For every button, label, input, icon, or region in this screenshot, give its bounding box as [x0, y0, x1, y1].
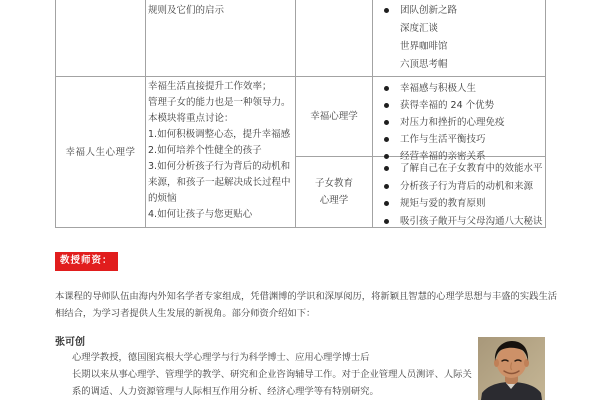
bio-line: 长期以来从事心理学、管理学的教学、研究和企业咨询辅导工作。对于企业管理人员测评、人际关 — [72, 369, 472, 380]
prev-module-desc-tail: 规则及它们的启示 — [148, 5, 225, 16]
topic-item — [384, 19, 544, 37]
bullet-icon — [384, 184, 389, 189]
professor-photo — [478, 337, 545, 400]
topic-item — [384, 160, 544, 178]
desc-line: 管理子女的能力也是一种领导力。 — [148, 97, 291, 108]
topic-label: 幸福感与积极人生 — [400, 83, 477, 94]
bullet-icon — [384, 154, 389, 159]
professor-bio — [72, 349, 472, 400]
professor-name: 张可创 — [55, 337, 85, 348]
bullet-icon — [384, 201, 389, 206]
table-border — [545, 0, 546, 228]
desc-line: 4.如何让孩子与您更贴心 — [148, 209, 253, 220]
topic-label: 获得幸福的 24 个优势 — [400, 100, 495, 111]
topic-label: 分析孩子行为背后的动机和来源 — [400, 180, 534, 192]
topic-item — [384, 213, 544, 231]
intro-line: 本课程的导师队伍由海内外知名学者专家组成，凭借渊博的学识和深厚阅历，将新颖且智慧的心理学思想与丰盛的实践生活 — [55, 291, 558, 302]
desc-line: 1.如何积极调整心态，提升幸福感 — [148, 129, 291, 140]
desc-line: 幸福生活直接提升工作效率； — [148, 81, 272, 92]
topic-label: 六顶思考帽 — [400, 58, 448, 70]
subcourse2-name-line: 心理学 — [319, 195, 349, 206]
bullet-icon — [384, 8, 389, 13]
table-border — [372, 0, 373, 228]
bullet-icon — [384, 166, 389, 171]
module-desc-cell — [148, 79, 294, 223]
topic-label: 工作与生活平衡技巧 — [400, 134, 486, 145]
prev-module-topic-list — [384, 1, 544, 73]
bio-line: 系的调适、人力资源管理与人际相互作用分析、经济心理学等有特别研究。 — [72, 386, 379, 397]
bullet-icon — [384, 86, 389, 91]
portrait-icon — [478, 337, 545, 400]
topic-label: 经营幸福的亲密关系 — [400, 151, 486, 162]
topic-item — [384, 195, 544, 213]
topic-item — [384, 97, 544, 114]
topic-item — [384, 114, 544, 131]
topic-item — [384, 80, 544, 97]
bio-line: 心理学教授，德国图宾根大学心理学与行为科学博士、应用心理学博士后 — [72, 352, 370, 363]
desc-line: 的烦恼 — [148, 193, 177, 204]
course-table — [55, 0, 546, 228]
topic-item — [384, 131, 544, 148]
bullet-icon — [384, 103, 389, 108]
faculty-intro — [55, 288, 558, 322]
module-name-cell: 幸福人生心理学 — [65, 146, 136, 158]
subcourse2-name-line: 子女教育 — [314, 178, 353, 189]
faculty-section-heading: 教授师资： — [55, 252, 118, 271]
desc-line: 本模块将重点讨论： — [148, 113, 234, 124]
topic-item — [384, 37, 544, 55]
subcourse1-name-cell: 幸福心理学 — [310, 111, 358, 122]
topic-label: 团队创新之路 — [400, 4, 458, 16]
topic-item — [384, 1, 544, 19]
subcourse2-name-cell — [296, 157, 372, 227]
intro-line: 相结合，为学习者提供人生发展的新视角。部分师资介绍如下： — [55, 308, 316, 319]
topic-label: 对压力和挫折的心理免疫 — [400, 117, 505, 128]
subcourse1-topic-list — [384, 80, 544, 165]
desc-line: 3.如何分析孩子行为背后的动机和 — [148, 161, 291, 172]
bullet-icon — [384, 137, 389, 142]
topic-item — [384, 178, 544, 196]
topic-label: 吸引孩子敞开与父母沟通八大秘诀 — [400, 215, 543, 227]
bullet-icon — [384, 219, 389, 224]
topic-item — [384, 55, 544, 73]
table-border — [145, 0, 146, 228]
subcourse2-topic-list — [384, 160, 544, 230]
topic-label: 世界咖啡馆 — [400, 40, 448, 52]
topic-label: 了解自己在子女教育中的效能水平 — [400, 163, 543, 175]
bullet-icon — [384, 120, 389, 125]
topic-label: 深度汇谈 — [400, 22, 439, 34]
topic-label: 规矩与爱的教育原则 — [400, 198, 486, 210]
desc-line: 2.如何培养个性健全的孩子 — [148, 145, 262, 156]
desc-line: 来源，和孩子一起解决成长过程中 — [148, 177, 291, 188]
